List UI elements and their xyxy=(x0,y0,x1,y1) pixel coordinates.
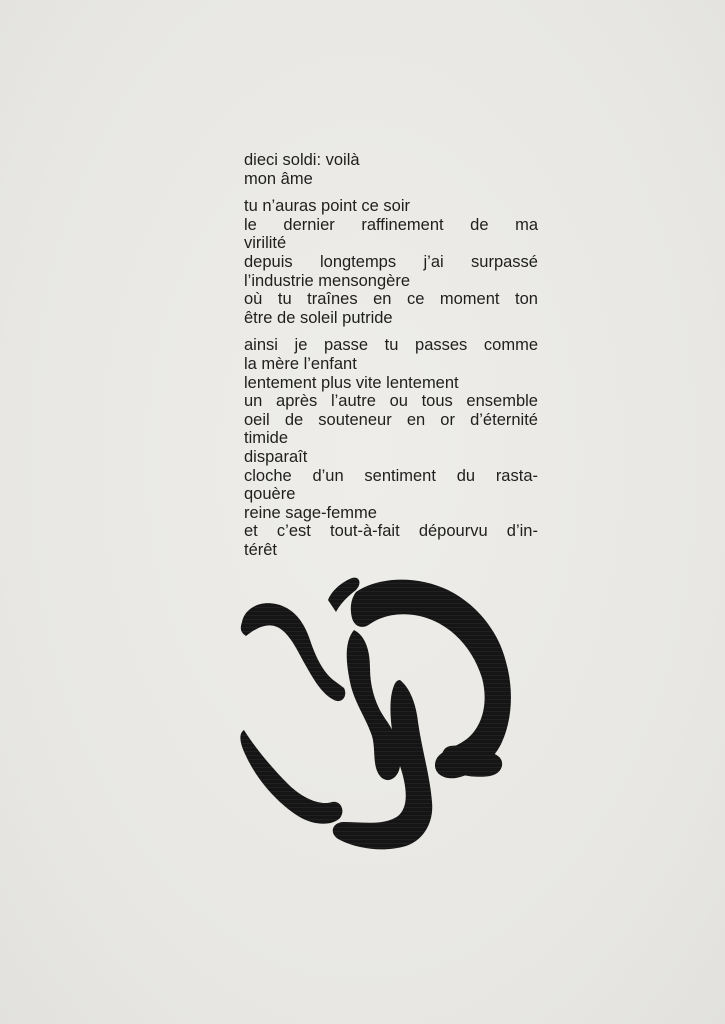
poem-word: or xyxy=(440,410,455,429)
poem-word: le xyxy=(244,215,257,234)
poem-word: tu xyxy=(384,336,399,355)
poem-word: ainsi xyxy=(244,336,278,355)
poem-word: souteneur xyxy=(318,410,392,429)
stanza-2 xyxy=(244,197,538,327)
poem-word: ou xyxy=(389,392,408,411)
poem-line xyxy=(244,216,538,235)
stanza-1 xyxy=(244,151,538,188)
poem-line: disparaît xyxy=(244,447,308,466)
poem-word: d’in- xyxy=(506,522,538,541)
poem-word: surpassé xyxy=(471,252,538,271)
poem-line: la mère l’enfant xyxy=(244,354,357,373)
poem-word: cloche xyxy=(244,466,292,485)
poem-word: tout-à-fait xyxy=(329,522,400,541)
poem-line: térêt xyxy=(244,540,278,559)
poem-line: mon âme xyxy=(244,169,313,188)
poem-line xyxy=(244,522,538,541)
poem-word: j’ai xyxy=(423,252,444,271)
poem-word: je xyxy=(294,336,308,355)
poem-word: ma xyxy=(515,215,538,234)
poem-word: ensemble xyxy=(466,392,538,411)
poem-line xyxy=(244,253,538,272)
poem-line: être de soleil putride xyxy=(244,308,393,327)
poem-line xyxy=(244,392,538,411)
poem-word: c’est xyxy=(276,522,311,541)
abstract-ink-woodcut-icon xyxy=(236,570,536,860)
poem-word: tous xyxy=(421,392,453,411)
poem-line: l’industrie mensongère xyxy=(244,271,411,290)
poem-word: passe xyxy=(324,336,369,355)
poem-word: traînes xyxy=(307,290,358,309)
poem-word: comme xyxy=(483,336,538,355)
poem-line: tu n’auras point ce soir xyxy=(244,197,411,216)
poem-word: passes xyxy=(415,336,468,355)
poem-word: en xyxy=(406,410,426,429)
poem-line xyxy=(244,336,538,355)
poem-line: timide xyxy=(244,429,289,448)
poem-word: l’autre xyxy=(330,392,376,411)
poem-word: sentiment xyxy=(364,466,436,485)
poem-line: reine sage-femme xyxy=(244,503,377,522)
poem-word: et xyxy=(244,522,258,541)
stanza-3 xyxy=(244,336,538,559)
poem-word: dépourvu xyxy=(418,522,488,541)
woodcut-strokes xyxy=(240,578,511,850)
poem-word: raffinement xyxy=(361,215,444,234)
poem-line xyxy=(244,290,538,309)
poem-text xyxy=(244,151,538,559)
poem-word: un xyxy=(244,392,263,411)
poem-word: moment xyxy=(439,290,500,309)
poem-line xyxy=(244,467,538,486)
poem-word: en xyxy=(373,290,392,309)
poem-line: virilité xyxy=(244,234,287,253)
poem-word: d’éternité xyxy=(470,410,538,429)
poem-word: rasta- xyxy=(495,466,538,485)
poem-word: d’un xyxy=(312,466,344,485)
poem-line: lentement plus vite lentement xyxy=(244,373,459,392)
poem-word: tu xyxy=(277,290,292,309)
poem-line xyxy=(244,411,538,430)
poem-word: de xyxy=(284,410,304,429)
poem-word: après xyxy=(276,392,318,411)
poem-word: ton xyxy=(514,290,538,309)
poem-word: dernier xyxy=(283,215,335,234)
poem-word: de xyxy=(470,215,489,234)
poem-line: qouère xyxy=(244,485,296,504)
poem-word: longtemps xyxy=(319,252,397,271)
poem-word: oeil xyxy=(244,410,270,429)
poem-word: où xyxy=(244,290,263,309)
poem-line: dieci soldi: voilà xyxy=(244,151,360,169)
poem-word: ce xyxy=(406,290,425,309)
poem-word: depuis xyxy=(244,252,293,271)
poem-word: du xyxy=(456,466,476,485)
